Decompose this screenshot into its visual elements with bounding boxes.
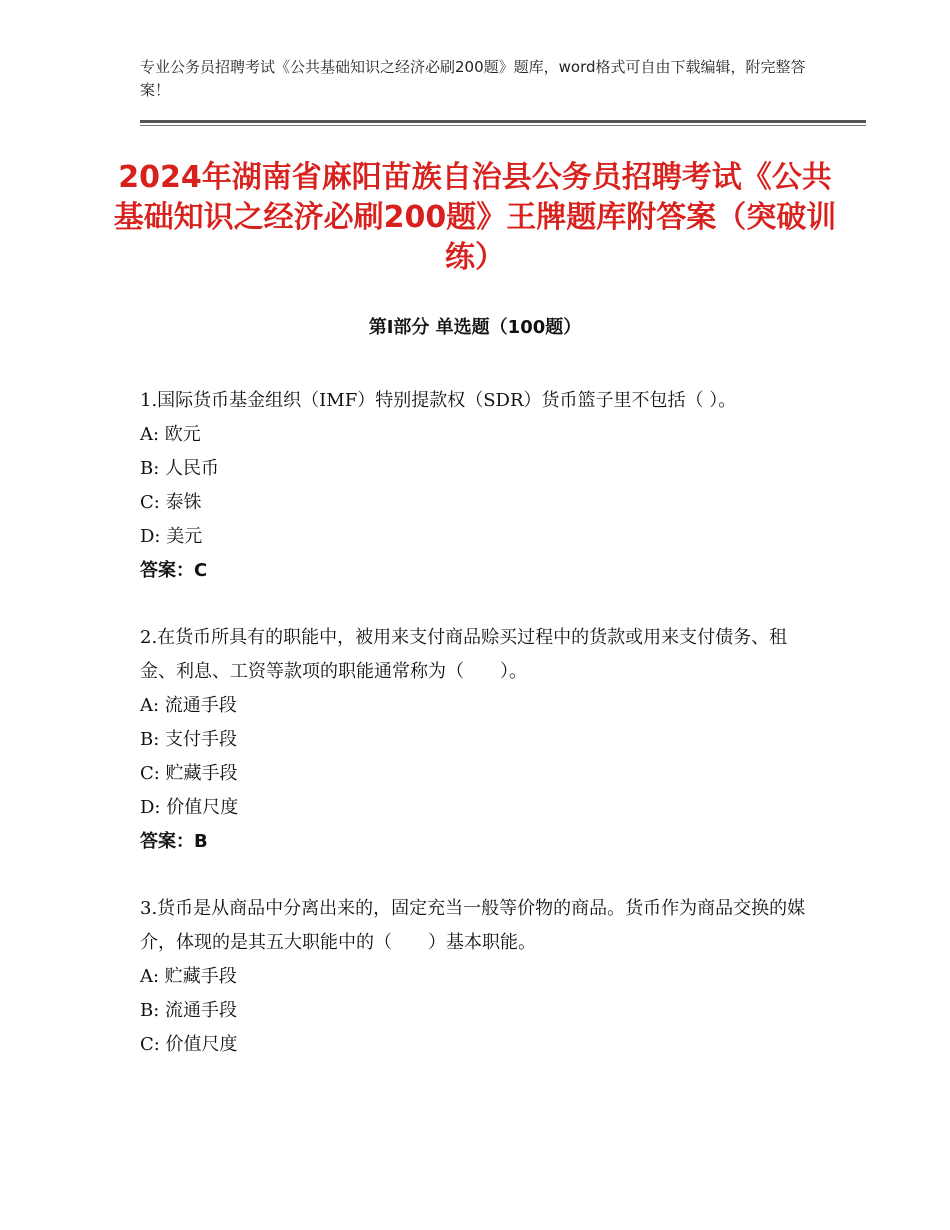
question-stem: 3.货币是从商品中分离出来的，固定充当一般等价物的商品。货币作为商品交换的媒介，体现的是其五大职能中的（ ）基本职能。 — [140, 898, 806, 953]
document-title: 2024年湖南省麻阳苗族自治县公务员招聘考试《公共基础知识之经济必刷200题》王牌题库附答案（突破训练） — [113, 160, 837, 275]
option-d: D: 价值尺度 — [140, 797, 239, 818]
header-rule-thin — [140, 125, 866, 126]
option-a: A: 贮藏手段 — [140, 966, 237, 987]
question-stem: 2.在货币所具有的职能中，被用来支付商品赊买过程中的货款或用来支付债务、租金、利息、工资等款项的职能通常称为（ ）。 — [140, 627, 788, 682]
option-b: B: 支付手段 — [140, 729, 238, 750]
option-d: D: 美元 — [140, 526, 203, 547]
option-a: A: 欧元 — [140, 424, 201, 445]
question-1 — [140, 384, 810, 588]
option-b: B: 人民币 — [140, 458, 220, 479]
option-b: B: 流通手段 — [140, 1000, 238, 1021]
header-rule-thick — [140, 120, 866, 123]
section-title: 第Ⅰ部分 单选题（100题） — [368, 317, 582, 338]
option-c: C: 泰铢 — [140, 492, 202, 513]
answer: 答案：C — [140, 560, 208, 581]
question-3 — [140, 892, 810, 1062]
question-2 — [140, 621, 810, 859]
option-c: C: 贮藏手段 — [140, 763, 238, 784]
option-a: A: 流通手段 — [140, 695, 237, 716]
option-c: C: 价值尺度 — [140, 1034, 238, 1055]
answer: 答案：B — [140, 831, 208, 852]
question-stem: 1.国际货币基金组织（IMF）特别提款权（SDR）货币篮子里不包括（ ）。 — [140, 390, 737, 411]
header-note: 专业公务员招聘考试《公共基础知识之经济必刷200题》题库，word格式可自由下载编辑，附完整答案！ — [140, 58, 806, 99]
question-list — [140, 384, 810, 1095]
